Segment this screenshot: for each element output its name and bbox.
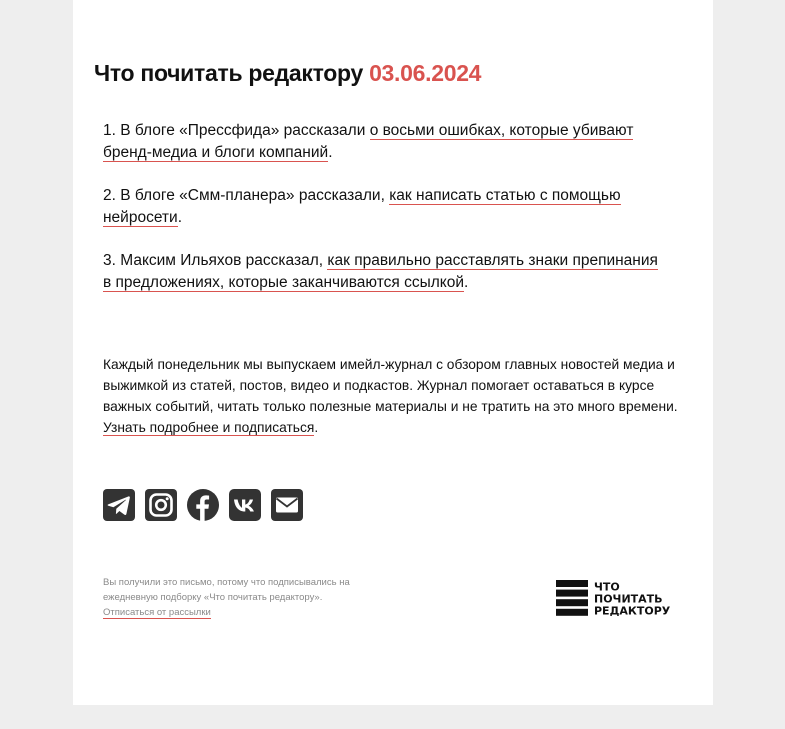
item-punctuation: . xyxy=(328,144,333,161)
item-punctuation: . xyxy=(464,274,469,291)
item-text: 1. В блоге «Прессфида» рассказали xyxy=(103,122,370,139)
item-text: 3. Максим Ильяхов рассказал, xyxy=(103,252,328,269)
newsletter-card xyxy=(73,0,713,705)
footer-disclaimer xyxy=(103,575,403,620)
list-item xyxy=(103,120,663,164)
telegram-icon[interactable] xyxy=(103,489,135,521)
article-link[interactable]: как написать статью с помощью нейросети xyxy=(103,187,621,226)
list-item xyxy=(103,250,663,294)
description-text: Каждый понедельник мы выпускаем имейл-журнал с обзором главных новостей медиа и выжимкой из статей, постов, видео и подкастов. Журнал помогает оставаться в курсе важных событий, читать только полезные материалы и не тратить на это много времени. xyxy=(103,357,678,414)
title-text: Что почитать редактору xyxy=(94,60,363,86)
instagram-icon[interactable] xyxy=(145,489,177,521)
article-link[interactable]: как правильно расставлять знаки препинания в предложениях, которые заканчиваются ссылкой xyxy=(103,252,658,291)
list-item xyxy=(103,185,663,229)
item-text: 2. В блоге «Смм-планера» рассказали, xyxy=(103,187,390,204)
disclaimer-text: Вы получили это письмо, потому что подписывались на ежедневную подборку «Что почитать редактору». xyxy=(103,577,350,603)
email-icon[interactable] xyxy=(271,489,303,521)
unsubscribe-link[interactable]: Отписаться от рассылки xyxy=(103,607,211,618)
logo-line-1: ЧТО xyxy=(594,580,620,594)
logo-line-2: ПОЧИТАТЬ xyxy=(594,592,663,606)
logo-line-3: РЕДАКТОРУ xyxy=(594,604,671,616)
page-title xyxy=(94,58,481,88)
subscribe-link[interactable]: Узнать подробнее и подписаться xyxy=(103,420,315,435)
newsletter-description xyxy=(103,354,688,438)
social-links xyxy=(103,489,303,521)
item-punctuation: . xyxy=(177,209,183,226)
issue-date: 03.06.2024 xyxy=(369,60,482,86)
article-link[interactable]: о восьми ошибках, которые убивают бренд-медиа и блоги компаний xyxy=(103,122,634,161)
brand-logo[interactable] xyxy=(556,580,686,616)
note-punctuation: . xyxy=(314,420,319,435)
vk-icon[interactable] xyxy=(229,489,261,521)
facebook-icon[interactable] xyxy=(187,489,219,521)
